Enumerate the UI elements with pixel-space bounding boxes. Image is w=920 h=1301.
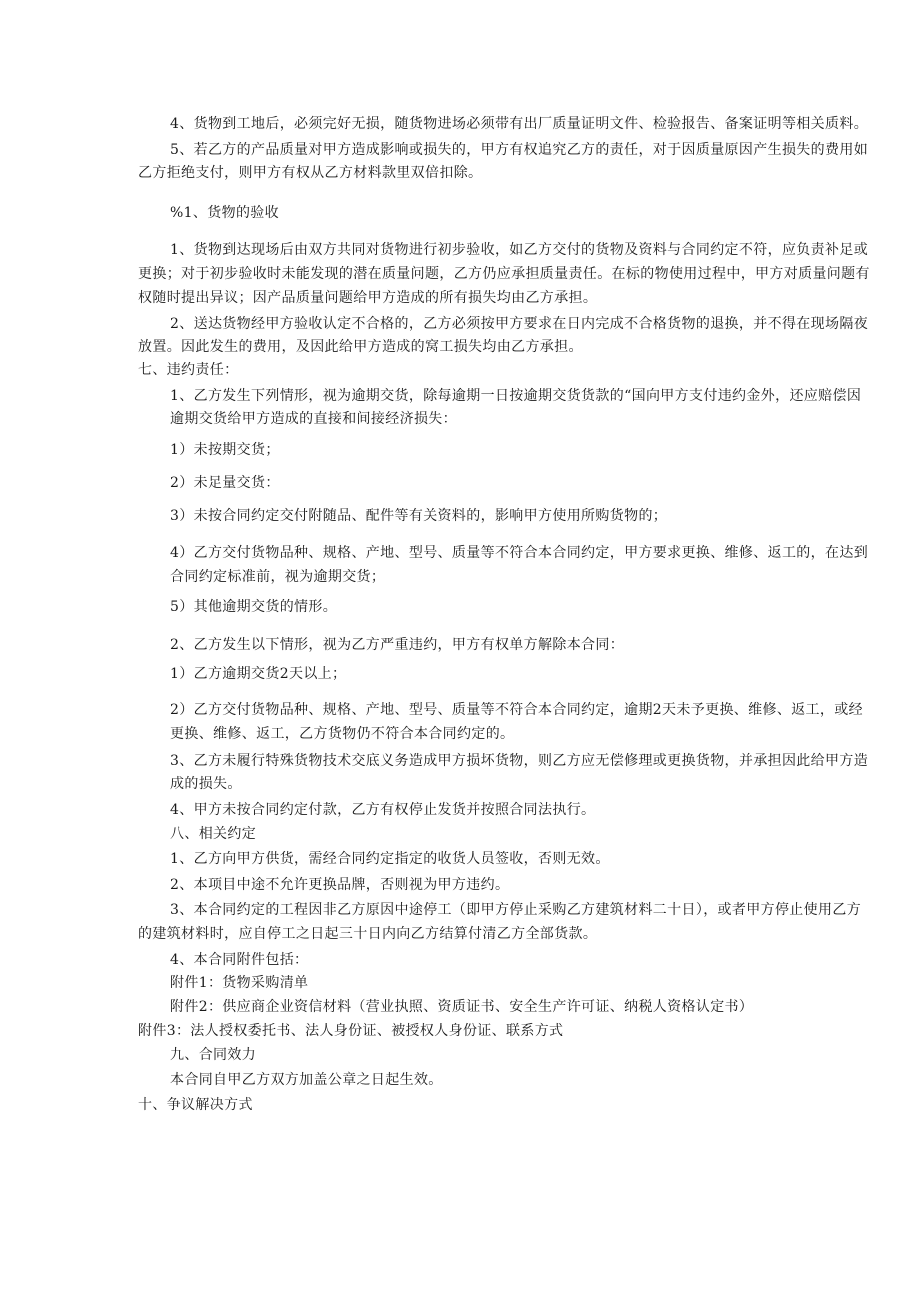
list-item: 1）未按期交货； [170,442,280,458]
list-item: 2）乙方交付货物品种、规格、产地、型号、质量等不符合本合同约定，逾期2天未予更换、维修、返工，或经 [170,702,863,718]
attachment-line: 附件3：法人授权委托书、法人身份证、被授权人身份证、联系方式 [138,1023,564,1039]
text-line: 4、本合同附件包括： [170,952,309,968]
list-item: 合同约定标准前，视为逾期交货； [170,569,386,585]
text-line: 放置。因此发生的费用，及因此给甲方造成的窝工损失均由乙方承担。 [138,339,583,355]
list-item: 5）其他逾期交货的情形。 [170,599,338,615]
text-line: 的建筑材料时，应自停工之日起三十日内向乙方结算付清乙方全部货款。 [138,926,598,942]
text-line: 逾期交货给甲方造成的直接和间接经济损失： [170,411,457,427]
text-line: 4、甲方未按合同约定付款，乙方有权停止发货并按照合同法执行。 [170,802,596,818]
list-item: 4）乙方交付货物品种、规格、产地、型号、质量等不符合本合同约定，甲方要求更换、维修、返工的，在达到 [170,545,869,561]
attachment-line: 附件1：货物采购清单 [170,975,309,991]
text-line: 2、本项目中途不允许更换品牌，否则视为甲方违约。 [170,877,510,893]
text-line: 3、乙方未履行特殊货物技术交底义务造成甲方损坏货物，则乙方应无偿修理或更换货物，并承担因此给甲方造 [170,753,869,769]
text-line: 本合同自甲乙方双方加盖公章之日起生效。 [170,1072,443,1088]
text-line: 1、乙方向甲方供货，需经合同约定指定的收货人员签收，否则无效。 [170,851,610,867]
list-item: 2）未足量交货： [170,475,280,491]
section-heading: 七、违约责任： [138,362,239,378]
attachment-line: 附件2：供应商企业资信材料（营业执照、资质证书、安全生产许可证、纳税人资格认定书） [170,999,754,1015]
section-heading: 八、相关约定 [170,826,257,842]
text-line: 权随时提出异议；因产品质量问题给甲方造成的所有损失均由乙方承担。 [138,290,598,306]
text-line: 成的损失。 [170,776,242,792]
text-line: 5、若乙方的产品质量对甲方造成影响或损失的，甲方有权追究乙方的责任，对于因质量原因产生损失的费用如 [170,142,869,158]
list-item: 1）乙方逾期交货2天以上； [170,666,347,682]
text-line: 乙方拒绝支付，则甲方有权从乙方材料款里双倍扣除。 [138,165,483,181]
text-line: 2、送达货物经甲方验收认定不合格的，乙方必须按甲方要求在日内完成不合格货物的退换，并不得在现场隔夜 [170,316,869,332]
text-line: 1、乙方发生下列情形，视为逾期交货，除每逾期一日按逾期交货货款的“国向甲方支付违约金外，还应赔偿因 [170,388,862,404]
text-line: 4、货物到工地后，必须完好无损，随货物进场必须带有出厂质量证明文件、检验报告、备案证明等相关质料。 [170,116,869,132]
text-line: 更换；对于初步验收时未能发现的潜在质量问题，乙方仍应承担质量责任。在标的物使用过程中，甲方对质量问题有 [138,266,870,282]
list-item: 更换、维修、返工，乙方货物仍不符合本合同约定的。 [170,726,515,742]
list-item: 3）未按合同约定交付附随品、配件等有关资料的，影响甲方使用所购货物的； [170,508,668,524]
section-heading: %1、货物的验收 [170,205,280,221]
section-heading: 十、争议解决方式 [138,1097,253,1113]
text-line: 2、乙方发生以下情形，视为乙方严重违约，甲方有权单方解除本合同： [170,637,625,653]
section-heading: 九、合同效力 [170,1047,257,1063]
text-line: 3、本合同约定的工程因非乙方原因中途停工（即甲方停止采购乙方建筑材料二十日），或者甲方停止使用乙方 [170,902,862,918]
text-line: 1、货物到达现场后由双方共同对货物进行初步验收，如乙方交付的货物及资料与合同约定不符，应负责补足或 [170,242,869,258]
